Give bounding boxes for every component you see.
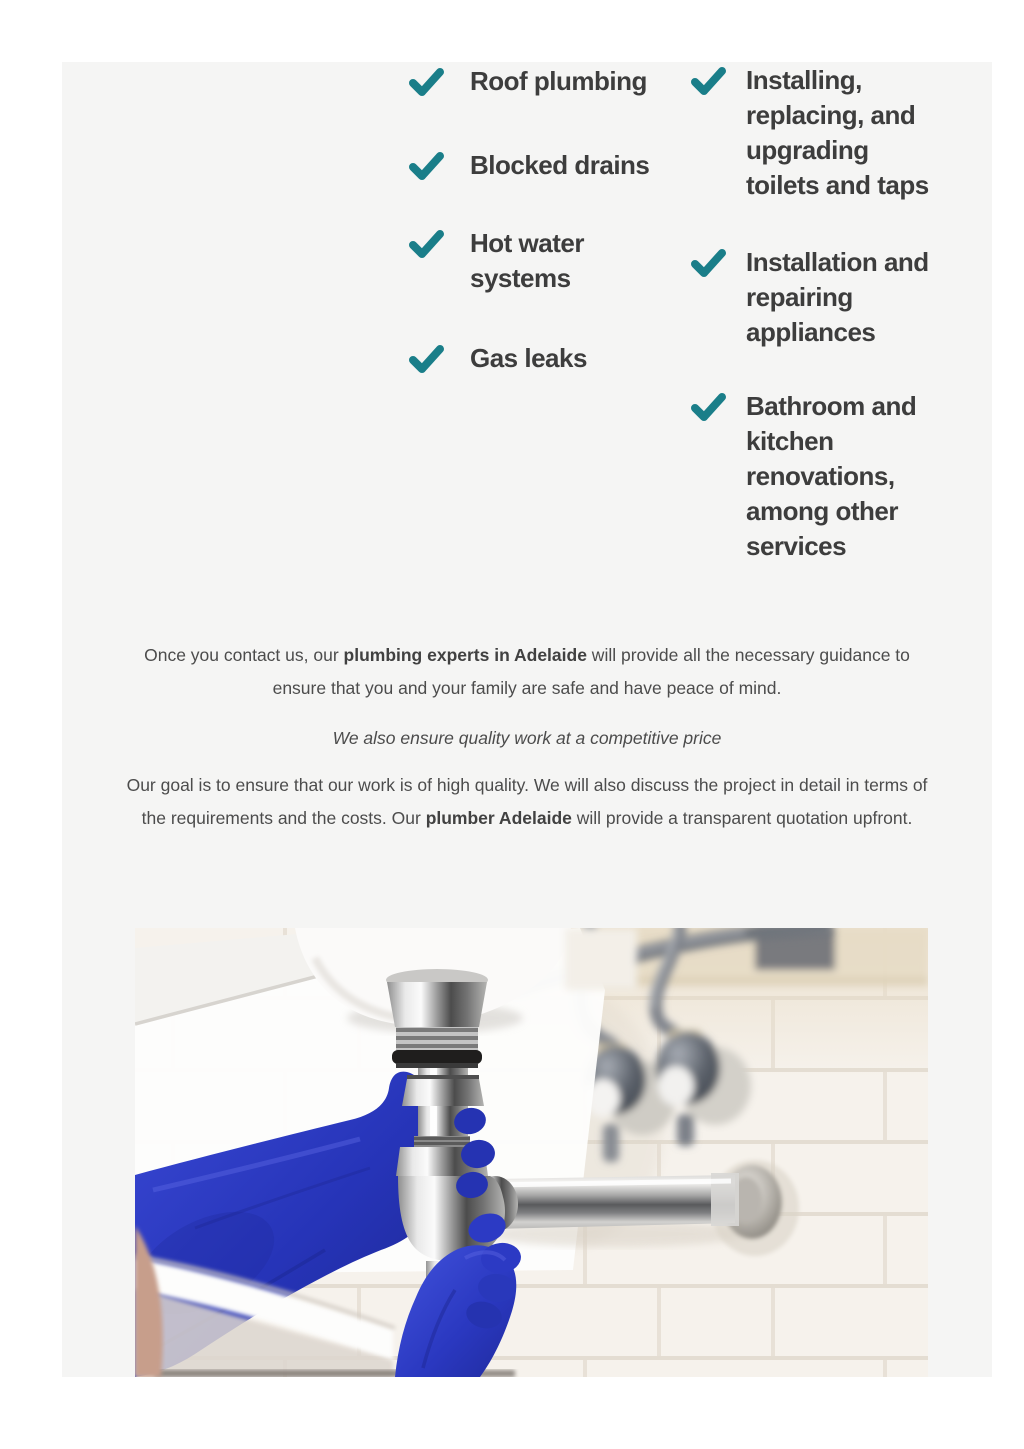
checklist-label: renovations,	[746, 461, 895, 491]
checklist-item-appliances	[691, 245, 929, 350]
checklist-label: Gas leaks	[470, 343, 587, 373]
checklist-item-toilets-taps	[691, 63, 929, 203]
checklist-item-roof-plumbing	[409, 64, 647, 99]
plumber-photo-illustration	[135, 928, 928, 1377]
check-icon	[691, 392, 727, 422]
checklist-label: systems	[470, 263, 571, 293]
tagline-quality-price: We also ensure quality work at a competitive price	[332, 728, 722, 748]
paragraph-text: will provide all the necessary guidance to ensure that you and your family are safe and have peace of mind.	[272, 645, 910, 698]
check-icon	[409, 229, 445, 259]
keyword-plumber-adelaide: plumber Adelaide	[425, 808, 572, 828]
plumber-photo	[135, 928, 928, 1377]
checklist-label: Installation and	[746, 247, 929, 277]
checklist-label: Installing,	[746, 65, 862, 95]
paragraph-text: Once you contact us, our	[144, 645, 344, 665]
checklist-label: appliances	[746, 317, 876, 347]
check-icon	[691, 66, 727, 96]
checklist-label: Blocked drains	[470, 150, 650, 180]
content-panel	[62, 62, 992, 1377]
keyword-plumbing-experts: plumbing experts in Adelaide	[343, 645, 587, 665]
checklist-label: Hot water	[470, 228, 584, 258]
check-icon	[691, 248, 727, 278]
checklist-label: replacing, and	[746, 100, 916, 130]
checklist-label: toilets and taps	[746, 170, 929, 200]
paragraph-guidance	[117, 639, 937, 705]
checklist-label: among other	[746, 496, 898, 526]
checklist-item-gas-leaks	[409, 341, 587, 376]
checklist-label: Roof plumbing	[470, 66, 647, 96]
paragraph-text: Our goal is to ensure that our work is of high quality. We will also discuss the project in detail in terms of the requirements and the costs. Our	[126, 775, 928, 828]
checklist-label: Bathroom and	[746, 391, 917, 421]
check-icon	[409, 151, 445, 181]
checklist-label: repairing	[746, 282, 853, 312]
checklist-item-renovations	[691, 389, 916, 564]
check-icon	[409, 344, 445, 374]
paragraph-text: will provide a transparent quotation upfront.	[571, 808, 913, 828]
checklist-label: kitchen	[746, 426, 834, 456]
check-icon	[409, 67, 445, 97]
checklist-label: upgrading	[746, 135, 869, 165]
checklist-item-hot-water	[409, 226, 584, 296]
checklist-item-blocked-drains	[409, 148, 649, 183]
checklist-label: services	[746, 531, 847, 561]
paragraph-quotation	[117, 769, 937, 835]
